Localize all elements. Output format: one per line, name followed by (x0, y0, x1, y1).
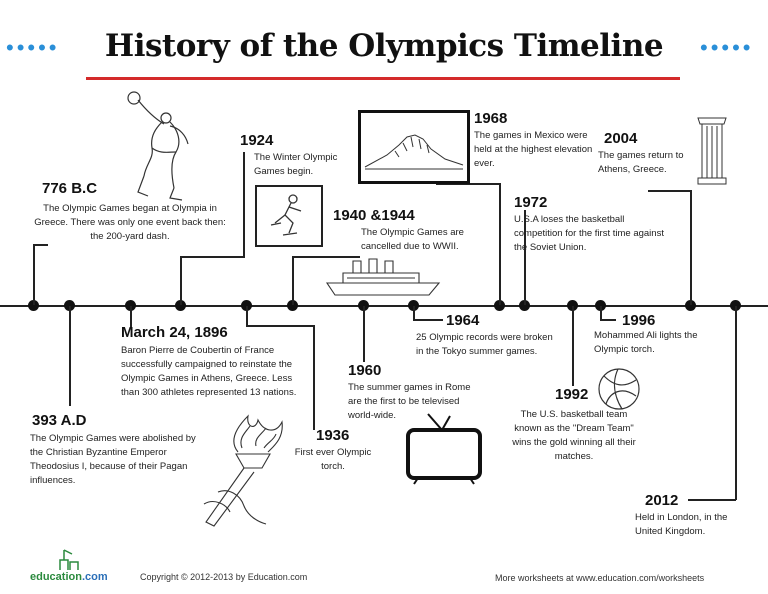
connector-1936-h (246, 325, 314, 327)
connector-1968 (499, 183, 501, 305)
event-year-1896: March 24, 1896 (121, 324, 228, 341)
event-year-2004: 2004 (604, 130, 638, 147)
event-year-1936: 1936 (316, 427, 350, 444)
connector-1924 (180, 256, 182, 305)
logo-suffix-text: .com (81, 571, 108, 583)
connector-776bc-h (33, 244, 48, 246)
event-text-1968: The games in Mexico were held at the highest elevation ever. (474, 130, 593, 169)
event-year-1940: 1940 &1944 (333, 207, 415, 224)
event-text-2012: Held in London, in the United Kingdom. (635, 512, 728, 537)
event-year-1924: 1924 (240, 132, 274, 149)
event-text-1972: U.S.A loses the basketball competition for the first time against the Soviet Union. (514, 214, 664, 253)
event-year-1996: 1996 (622, 312, 656, 329)
skater-icon (267, 193, 311, 237)
tv-icon (404, 412, 484, 486)
connector-2004-h (648, 190, 691, 192)
connector-1992 (572, 306, 574, 386)
connector-1940 (292, 256, 294, 305)
connector-1936-v (313, 325, 315, 430)
event-text-1960: The summer games in Rome are the first to be televised world-wide. (348, 382, 471, 421)
logo-icon (58, 548, 80, 572)
connector-1924-h (180, 256, 244, 258)
skater-frame (255, 185, 323, 247)
page-title: History of the Olympics Timeline (104, 28, 664, 64)
connector-1936 (246, 306, 248, 326)
event-text-393ad: The Olympic Games were abolished by the Christian Byzantine Emperor Theodosius I, because of their Pagan influences. (30, 433, 196, 486)
ship-icon (323, 255, 443, 297)
title-dots-left: ••••• (6, 35, 60, 60)
title-dots-right: ••••• (700, 35, 754, 60)
connector-776bc (33, 244, 35, 305)
event-text-1936: First ever Olympic torch. (294, 447, 372, 472)
discus-thrower-icon (126, 92, 196, 202)
connector-1960 (363, 306, 365, 362)
event-year-1972: 1972 (514, 194, 548, 211)
event-text-1940: The Olympic Games are cancelled due to WWII. (361, 227, 464, 252)
torch-icon (198, 412, 310, 530)
connector-2004 (690, 190, 692, 305)
event-year-776bc: 776 B.C (42, 180, 98, 197)
connector-1924-v (243, 152, 245, 258)
event-text-2004: The games return to Athens, Greece. (598, 150, 684, 175)
event-text-776bc: The Olympic Games began at Olympia in Greece. There was only one event back then: the 200-yard dash. (34, 203, 226, 242)
copyright-text: Copyright © 2012-2013 by Education.com (140, 572, 308, 582)
ball-icon (596, 366, 642, 412)
event-text-1924: The Winter Olympic Games begin. (254, 152, 338, 177)
connector-1964 (413, 306, 415, 320)
event-text-1896: Baron Pierre de Coubertin of France successfully campaigned to reinstate the Olympic Games in Athens, Greece. Less than 300 athletes represented 13 nations. (121, 345, 297, 398)
event-year-2012: 2012 (645, 492, 679, 509)
timeline-axis (0, 305, 768, 307)
event-text-1996: Mohammed Ali lights the Olympic torch. (594, 330, 698, 355)
more-worksheets-text: More worksheets at www.education.com/worksheets (495, 573, 705, 583)
event-year-1992: 1992 (555, 386, 589, 403)
event-year-1964: 1964 (446, 312, 480, 329)
connector-1996 (600, 306, 602, 320)
connector-2012-h (688, 499, 736, 501)
event-year-1960: 1960 (348, 362, 382, 379)
connector-1964-h (413, 319, 443, 321)
logo-main-text: education (30, 571, 82, 583)
mountain-icon (365, 121, 463, 175)
event-year-1968: 1968 (474, 110, 508, 127)
mountain-frame (358, 110, 470, 184)
event-text-1992: The U.S. basketball team known as the "Dream Team" wins the gold winning all their matches. (512, 409, 636, 462)
column-icon (698, 116, 726, 186)
connector-2012 (735, 306, 737, 500)
education-logo[interactable] (30, 571, 108, 583)
title-underline (86, 77, 680, 80)
event-year-393ad: 393 A.D (32, 412, 87, 429)
connector-393ad (69, 306, 71, 406)
connector-1996-h (600, 319, 616, 321)
event-text-1964: 25 Olympic records were broken in the Tokyo summer games. (416, 332, 553, 357)
